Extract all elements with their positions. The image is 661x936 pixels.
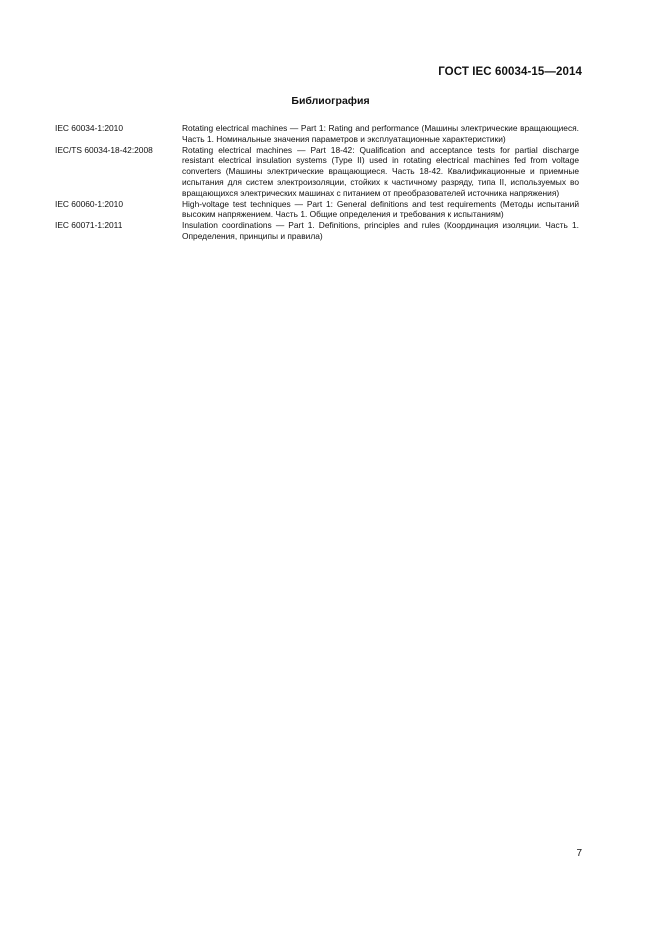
bibliography-list [55, 123, 579, 242]
bibliography-entry [55, 145, 579, 199]
reference-text: Rotating electrical machines — Part 18-42: Qualification and acceptance tests for partial discharge resistant electrical insulation systems (Type II) used in rotating electrical machines fed from voltage converters (Машины электрические вращающиеся. Часть 18-42. Квалификационные и приемные испытания для систем электроизоляции, стойких к частичному разряду, типа II, используемых во вращающихся электрических машинах с питанием от преобразователей источника напряжения) [182, 144, 579, 198]
bibliography-entry [55, 123, 579, 145]
bibliography-title: Библиография [291, 95, 370, 107]
reference-id: IEC 60060-1:2010 [55, 198, 123, 209]
reference-id: IEC 60071-1:2011 [55, 220, 123, 231]
standard-code-header: ГОСТ IEC 60034-15—2014 [438, 66, 582, 78]
reference-text: Rotating electrical machines — Part 1: Rating and performance (Машины электрические вращающиеся. Часть 1. Номинальные значения параметров и эксплуатационные характеристики) [182, 123, 579, 144]
reference-text: High-voltage test techniques — Part 1: General definitions and test requirements (Методы испытаний высоким напряжением. Часть 1. Общие определения и требования к испытаниям) [182, 198, 579, 220]
page-number: 7 [576, 848, 582, 859]
reference-text: Insulation coordinations — Part 1. Definitions, principles and rules (Координация изоляции. Часть 1. Определения, принципы и правила) [182, 220, 579, 241]
bibliography-entry [55, 199, 579, 221]
reference-id: IEC/TS 60034-18-42:2008 [55, 144, 153, 155]
bibliography-entry [55, 220, 579, 242]
reference-id: IEC 60034-1:2010 [55, 123, 123, 133]
